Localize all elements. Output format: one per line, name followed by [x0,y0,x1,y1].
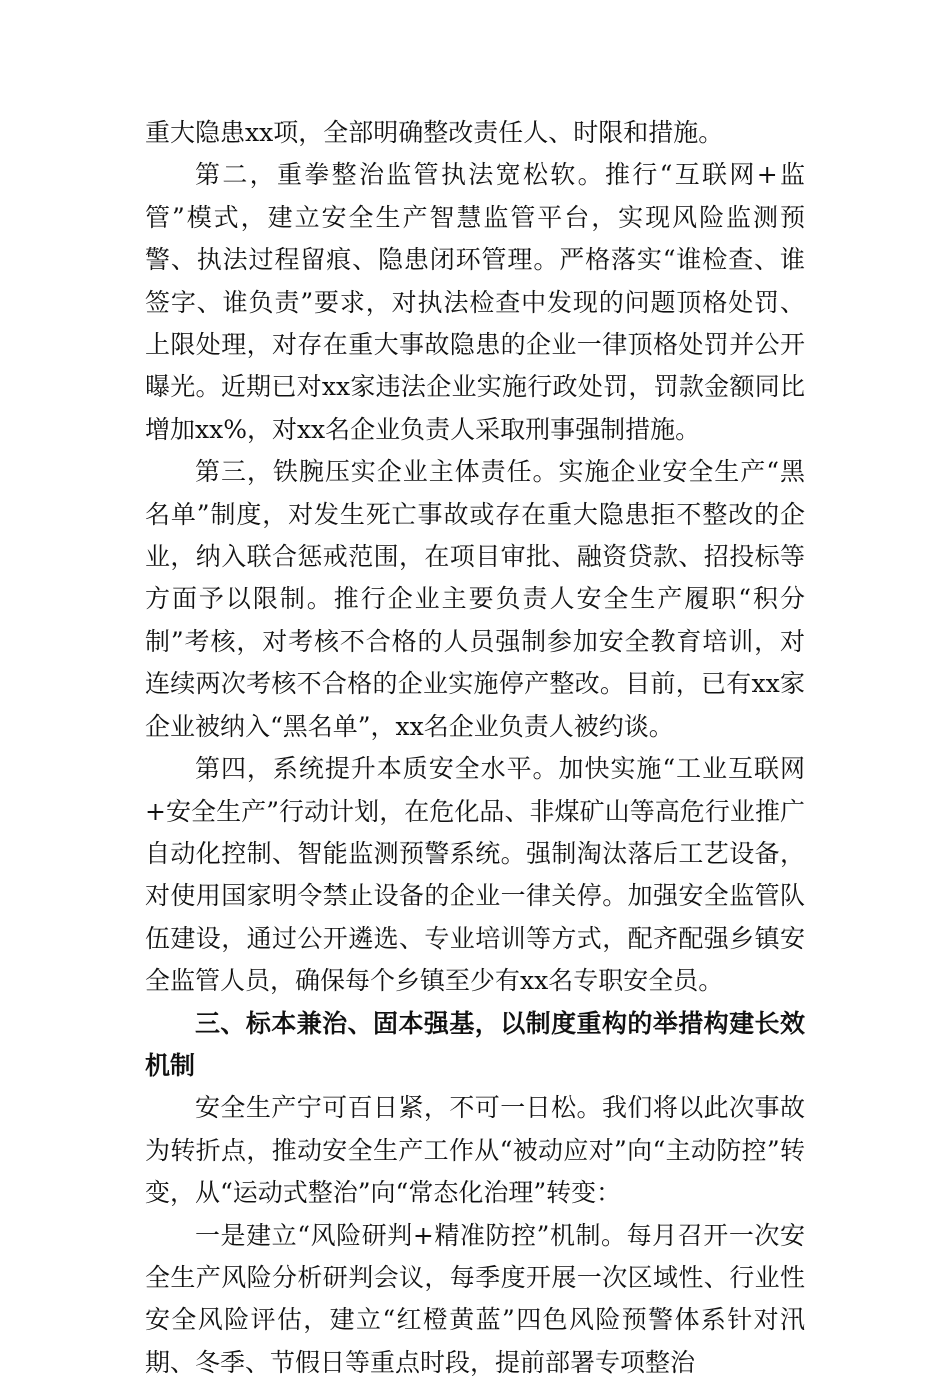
paragraph-section-intro: 安全生产宁可百日紧，不可一日松。我们将以此次事故为转折点，推动安全生产工作从“被动应对”向“主动防控”转变，从“运动式整治”向“常态化治理”转变： [145,1093,805,1208]
paragraph-fourth-measure: 第四，系统提升本质安全水平。加快实施“工业互联网+安全生产”行动计划，在危化品、非煤矿山等高危行业推广自动化控制、智能监测预警系统。强制淘汰落后工艺设备，对使用国家明令禁止设备的企业一律关停。加强安全监管队伍建设，通过公开遴选、专业培训等方式，配齐配强乡镇安全监管人员，确保每个乡镇至少有xx名专职安全员。 [145,754,805,996]
section-heading: 三、标本兼治、固本强基，以制度重构的举措构建长效机制 [145,1008,805,1080]
paragraph-continuation: 重大隐患xx项，全部明确整改责任人、时限和措施。 [145,118,724,147]
document-page [145,112,805,1384]
paragraph-second-measure: 第二，重拳整治监管执法宽松软。推行“互联网+监管”模式，建立安全生产智慧监管平台，实现风险监测预警、执法过程留痕、隐患闭环管理。严格落实“谁检查、谁签字、谁负责”要求，对执法检查中发现的问题顶格处罚、上限处理，对存在重大事故隐患的企业一律顶格处罚并公开曝光。近期已对xx家违法企业实施行政处罚，罚款金额同比增加xx%，对xx名企业负责人采取刑事强制措施。 [145,160,805,444]
paragraph-third-measure: 第三，铁腕压实企业主体责任。实施企业安全生产“黑名单”制度，对发生死亡事故或存在重大隐患拒不整改的企业，纳入联合惩戒范围，在项目审批、融资贷款、招投标等方面予以限制。推行企业主要负责人安全生产履职“积分制”考核，对考核不合格的人员强制参加安全教育培训，对连续两次考核不合格的企业实施停产整改。目前，已有xx家企业被纳入“黑名单”，xx名企业负责人被约谈。 [145,457,805,741]
paragraph-first-mechanism: 一是建立“风险研判+精准防控”机制。每月召开一次安全生产风险分析研判会议，每季度开展一次区域性、行业性安全风险评估，建立“红橙黄蓝”四色风险预警体系针对汛期、冬季、节假日等重点时段，提前部署专项整治 [145,1220,805,1377]
